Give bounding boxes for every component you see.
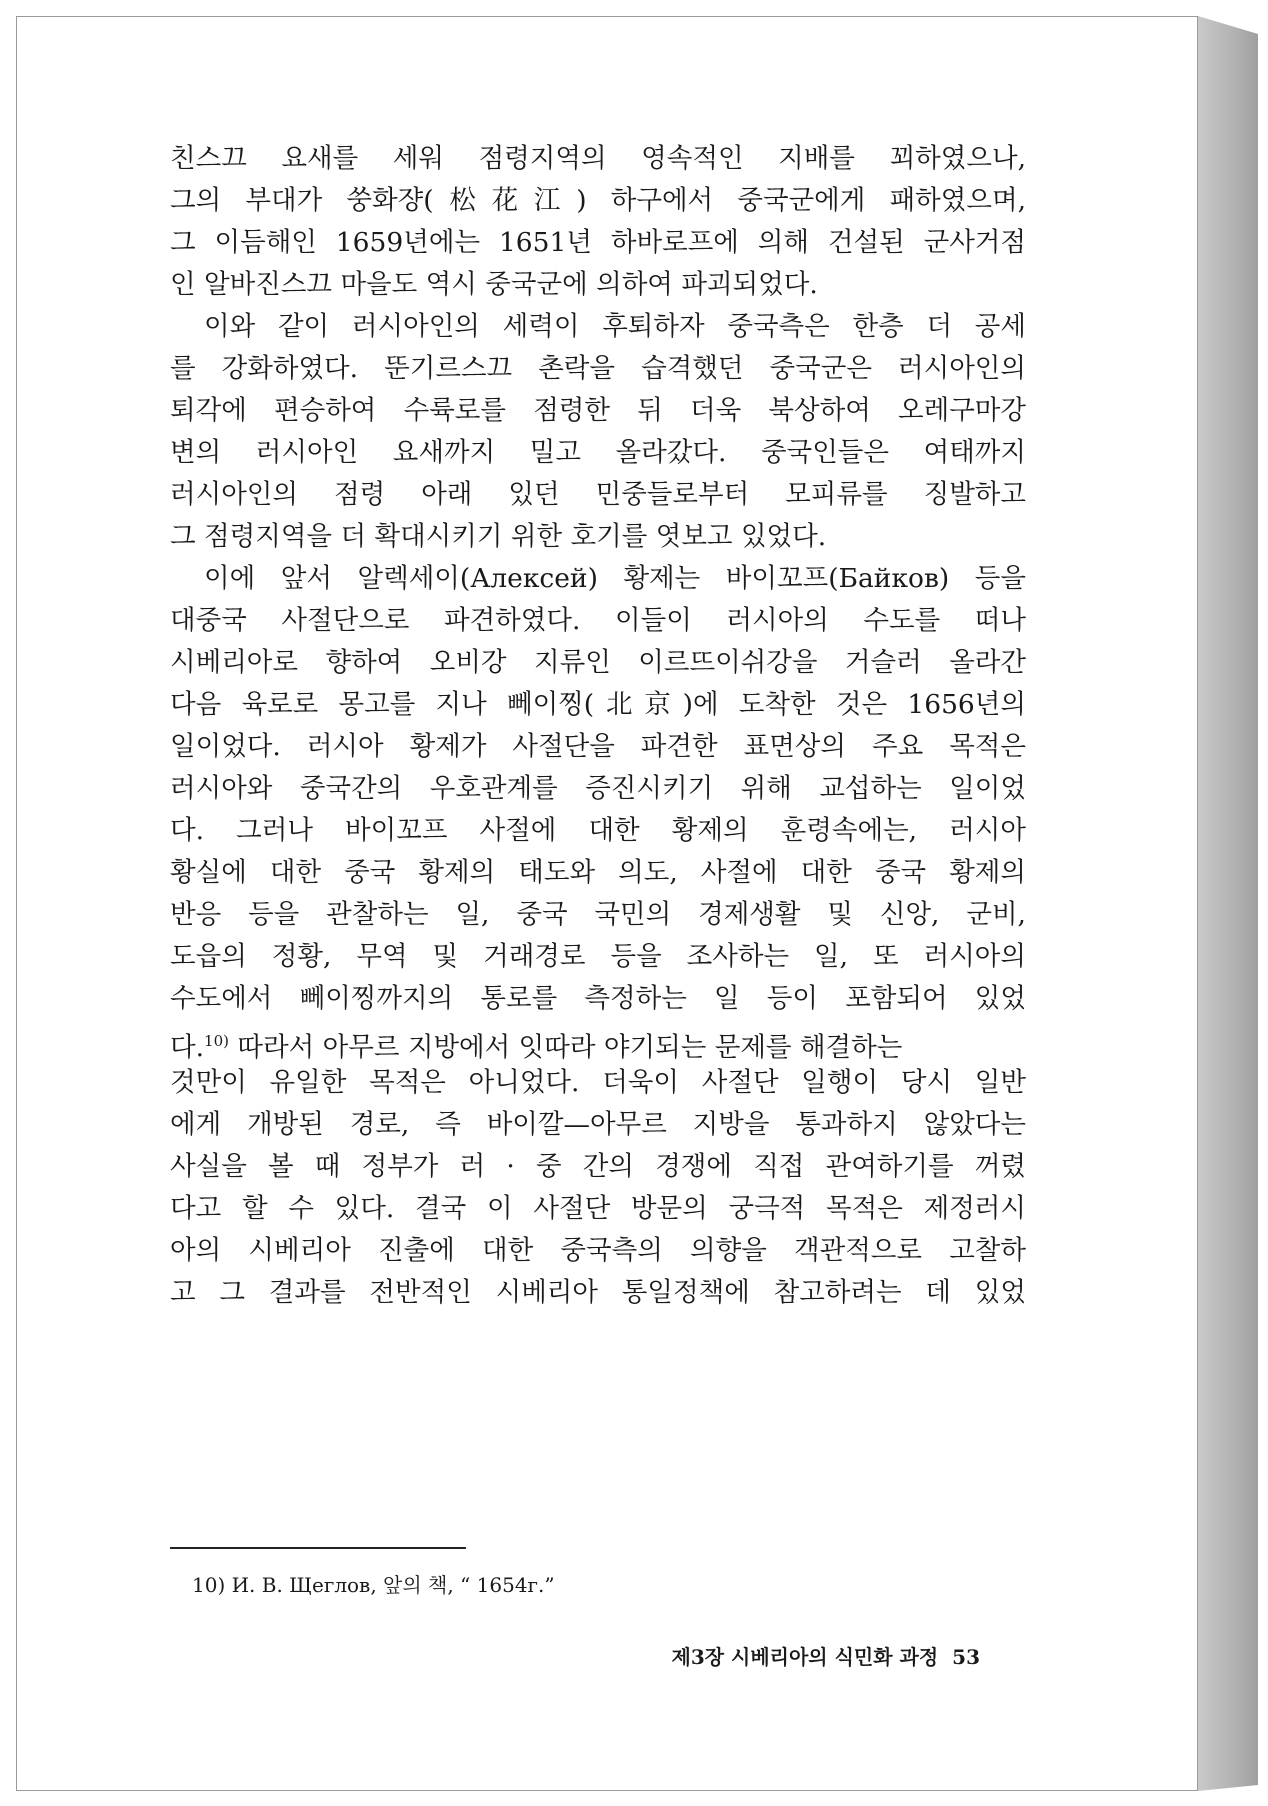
text-line: 수도에서 뻬이찡까지의 통로를 측정하는 일 등이 포함되어 있었 [170,983,1026,1014]
text-line: 고 그 결과를 전반적인 시베리아 통일정책에 참고하려는 데 있었 [170,1277,1026,1308]
footnote: 10) И. В. Щеглов, 앞의 책, “ 1654г.” [192,1573,555,1597]
text-line: 그의 부대가 쑹화쟝(松花江) 하구에서 중국군에게 패하였으며, [170,185,1026,216]
text-line: 에게 개방된 경로, 즉 바이깔—아무르 지방을 통과하지 않았다는 [170,1109,1026,1140]
text-line [170,1020,1026,1062]
text-line: 황실에 대한 중국 황제의 태도와 의도, 사절에 대한 중국 황제의 [170,857,1026,888]
text-line: 를 강화하였다. 뚠기르스끄 촌락을 습격했던 중국군은 러시아인의 [170,353,1026,384]
text-line: 다음 육로로 몽고를 지나 뻬이찡(北京)에 도착한 것은 1656년의 [170,689,1026,720]
text-line: 러시아와 중국간의 우호관계를 증진시키기 위해 교섭하는 일이었 [170,773,1026,804]
text-line: 아의 시베리아 진출에 대한 중국측의 의향을 객관적으로 고찰하 [170,1235,1026,1266]
text-line: 사실을 볼 때 정부가 러 · 중 간의 경쟁에 직접 관여하기를 꺼렸 [170,1151,1026,1182]
text-line: 일이었다. 러시아 황제가 사절단을 파견한 표면상의 주요 목적은 [170,731,1026,762]
text-line: 다. 그러나 바이꼬프 사절에 대한 황제의 훈령속에는, 러시아 [170,815,1026,846]
text-line: 인 알바진스끄 마을도 역시 중국군에 의하여 파괴되었다. [170,269,818,300]
footnote-divider [170,1547,466,1549]
text-line: 변의 러시아인 요새까지 밀고 올라갔다. 중국인들은 여태까지 [170,437,1026,468]
page-footer [580,1641,980,1670]
text-line: 시베리아로 향하여 오비강 지류인 이르뜨이쉬강을 거슬러 올라간 [170,647,1026,678]
text-line: 그 이듬해인 1659년에는 1651년 하바로프에 의해 건설된 군사거점 [170,227,1026,258]
text-line: 반응 등을 관찰하는 일, 중국 국민의 경제생활 및 신앙, 군비, [170,899,1026,930]
text-line: 도읍의 정황, 무역 및 거래경로 등을 조사하는 일, 또 러시아의 [170,941,1026,972]
chapter-title: 제3장 시베리아의 식민화 과정 [671,1645,939,1669]
page-edge-shadow [1198,16,1258,1791]
text-line: 이에 앞서 알렉세이(Алексей) 황제는 바이꼬프(Байков) 등을 [204,563,1026,594]
page-number: 53 [952,1645,980,1669]
text-line: 것만이 유일한 목적은 아니었다. 더욱이 사절단 일행이 당시 일반 [170,1067,1026,1098]
text-line: 대중국 사절단으로 파견하였다. 이들이 러시아의 수도를 떠나 [170,605,1026,636]
text-line: 그 점령지역을 더 확대시키기 위한 호기를 엿보고 있었다. [170,521,827,552]
text-line: 친스끄 요새를 세워 점령지역의 영속적인 지배를 꾀하였으나, [170,143,1026,174]
text-fragment: 따라서 아무르 지방에서 잇따라 야기되는 문제를 해결하는 [237,1031,903,1063]
body-text [170,138,1026,1314]
text-line: 다고 할 수 있다. 결국 이 사절단 방문의 궁극적 목적은 제정러시 [170,1193,1026,1224]
text-fragment: 다. [170,1031,205,1063]
text-line: 이와 같이 러시아인의 세력이 후퇴하자 중국측은 한층 더 공세 [204,311,1026,342]
text-line: 퇴각에 편승하여 수륙로를 점령한 뒤 더욱 북상하여 오레구마강 [170,395,1026,426]
text-line: 러시아인의 점령 아래 있던 민중들로부터 모피류를 징발하고 [170,479,1026,510]
footnote-ref: 10) [204,1032,229,1050]
